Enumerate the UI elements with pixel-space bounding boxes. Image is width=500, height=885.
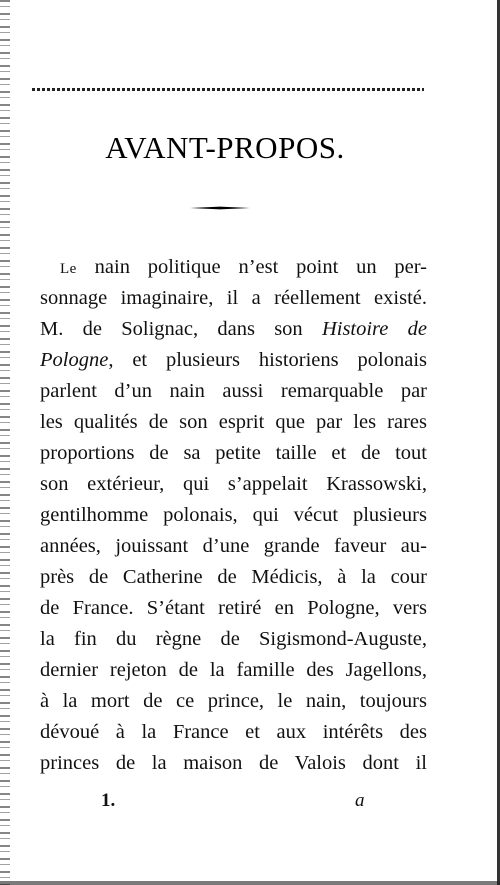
book-title-italic: Histoire de (321, 318, 427, 340)
text-line: à la mort de ce prince, le nain, toujours (40, 690, 427, 712)
text-line: princes de la maison de Valois dont il (40, 752, 427, 774)
text-line: parlent d’un nain aussi remarquable par (40, 380, 427, 402)
ornament-dash (190, 206, 250, 210)
signature-mark: 1. (101, 790, 116, 811)
scan-edge-bottom (0, 881, 500, 885)
text-line: son extérieur, qui s’appelait Krassowski, (40, 473, 427, 495)
book-title-italic: Pologne (40, 349, 109, 371)
text-line: proportions de sa petite taille et de tout (40, 442, 427, 464)
text-line: gentilhomme polonais, qui vécut plusieurs (40, 504, 427, 526)
text-line: la fin du règne de Sigismond-Auguste, (40, 628, 427, 650)
text-line (40, 252, 427, 283)
text-line (40, 314, 427, 345)
header-rule (32, 88, 424, 91)
text-line: dernier rejeton de la famille des Jagellons, (40, 659, 427, 681)
text-line: années, jouissant d’une grande faveur au- (40, 535, 427, 557)
quire-mark: a (355, 790, 365, 811)
page-title: AVANT-PROPOS. (105, 130, 345, 165)
text-line (40, 345, 427, 376)
body-paragraph (40, 252, 427, 779)
page-footer (0, 790, 500, 814)
text-line: près de Catherine de Médicis, à la cour (40, 566, 427, 588)
small-caps-lead: Le (60, 261, 77, 277)
text-line: les qualités de son esprit que par les rares (40, 411, 427, 433)
text-line: sonnage imaginaire, il a réellement existé. (40, 287, 427, 309)
text-line-content: , et plusieurs historiens polonais (108, 349, 427, 371)
text-line-content: M. de Solignac, dans son (40, 318, 322, 340)
text-line: dévoué à la France et aux intérêts des (40, 721, 427, 743)
text-line: de France. S’étant retiré en Pologne, vers (40, 597, 427, 619)
text-line-content: nain politique n’est point un per- (76, 256, 427, 278)
